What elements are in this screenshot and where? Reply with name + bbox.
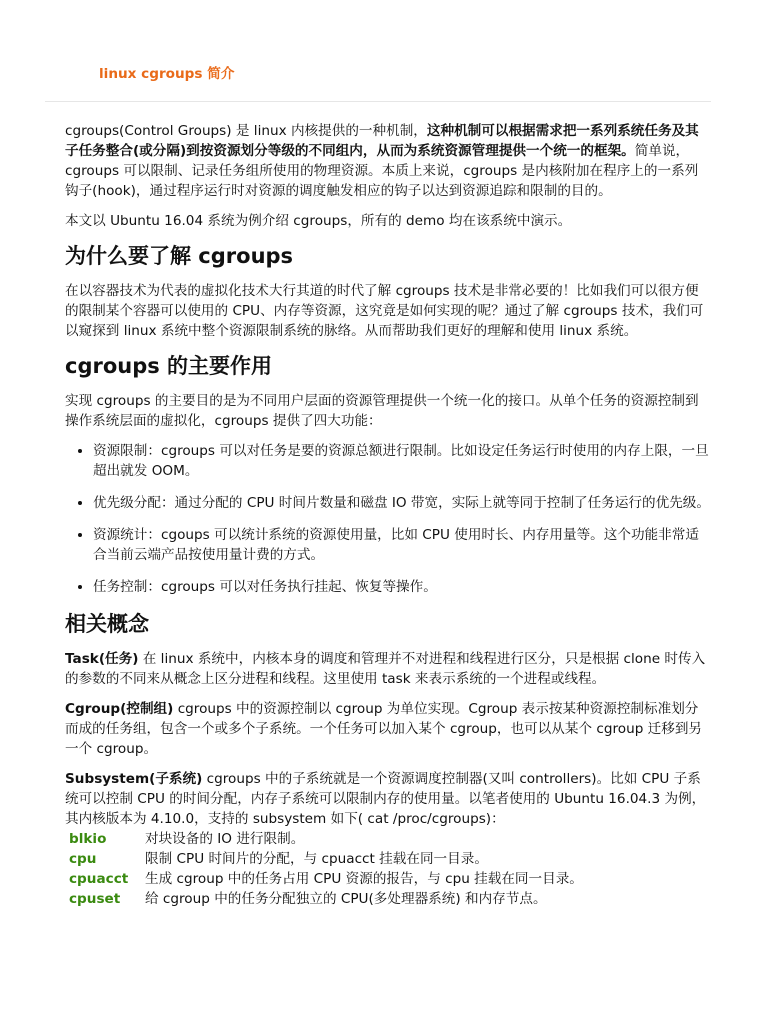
role-paragraph: 实现 cgroups 的主要目的是为不同用户层面的资源管理提供一个统一化的接口。从单个任务的资源控制到操作系统层面的虚拟化，cgroups 提供了四大功能： bbox=[65, 393, 699, 429]
task-paragraph bbox=[65, 649, 710, 689]
intro-bold-text: 这种机制可以根据需求把一系列系统任务及其子任务整合(或分隔)到按资源划分等级的不同组内，从而为系统资源管理提供一个统一的框架。 bbox=[65, 123, 699, 159]
list-item: • 资源统计：cgoups 可以统计系统的资源使用量，比如 CPU 使用时长、内存用量等。这个功能非常适合当前云端产品按使用量计费的方式。 bbox=[93, 525, 710, 565]
subsystem-name: blkio bbox=[69, 831, 107, 847]
intro-text: cgroups(Control Groups) 是 linux 内核提供的一种机制， bbox=[65, 123, 427, 139]
table-row bbox=[65, 889, 710, 909]
article-body bbox=[65, 121, 710, 909]
subsystem-paragraph bbox=[65, 769, 710, 829]
subsystem-term: Subsystem(子系统) bbox=[65, 771, 203, 787]
page-header bbox=[45, 60, 711, 102]
subsystem-name: cpuset bbox=[69, 891, 121, 907]
task-term: Task(任务) bbox=[65, 651, 139, 667]
table-row bbox=[65, 829, 710, 849]
subsystem-name: cpuacct bbox=[69, 871, 129, 887]
intro-rest-text: 简单说，cgroups 可以限制、记录任务组所使用的物理资源。本质上来说，cgroups 是内核附加在程序上的一系列钩子(hook)，通过程序运行时对资源的调度触发相应的钩子以达到资源追踪和限制的目的。 bbox=[65, 143, 699, 199]
subsystem-desc: 生成 cgroup 中的任务占用 CPU 资源的报告，与 cpu 挂载在同一目录。 bbox=[145, 871, 583, 887]
task-text: 在 linux 系统中，内核本身的调度和管理并不对进程和线程进行区分，只是根据 clone 时传入的参数的不同来从概念上区分进程和线程。这里使用 task 来表示系统的一个进程或线程。 bbox=[65, 651, 706, 687]
table-row bbox=[65, 869, 710, 889]
intro-note: 本文以 Ubuntu 16.04 系统为例介绍 cgroups，所有的 demo 均在该系统中演示。 bbox=[65, 213, 572, 229]
list-item: • 资源限制：cgroups 可以对任务是要的资源总额进行限制。比如设定任务运行时使用的内存上限，一旦超出就发 OOM。 bbox=[93, 441, 710, 481]
subsystem-name: cpu bbox=[69, 851, 97, 867]
list-item: • 优先级分配：通过分配的 CPU 时间片数量和磁盘 IO 带宽，实际上就等同于控制了任务运行的优先级。 bbox=[93, 493, 710, 513]
why-paragraph: 在以容器技术为代表的虚拟化技术大行其道的时代了解 cgroups 技术是非常必要的！比如我们可以很方便的限制某个容器可以使用的 CPU、内存等资源，这究竟是如何实现的呢？通过了解 cgroups 技术，我们可以窥探到 linux 系统中整个资源限制系统的脉络。从而帮助我们更好的理解和使用 linux 系统。 bbox=[65, 283, 704, 339]
page-title[interactable]: linux cgroups 简介 bbox=[99, 66, 235, 82]
subsystem-desc: 给 cgroup 中的任务分配独立的 CPU(多处理器系统) 和内存节点。 bbox=[145, 891, 547, 907]
heading-concepts: 相关概念 bbox=[65, 612, 149, 636]
cgroup-text: cgroups 中的资源控制以 cgroup 为单位实现。Cgroup 表示按某种资源控制标准划分而成的任务组，包含一个或多个子系统。一个任务可以加入某个 cgroup，也可以从某个 cgroup 迁移到另一个 cgroup。 bbox=[65, 701, 703, 757]
intro-paragraph bbox=[65, 121, 710, 201]
table-row bbox=[65, 849, 710, 869]
heading-role: cgroups 的主要作用 bbox=[65, 354, 273, 378]
feature-list bbox=[65, 441, 710, 597]
heading-why: 为什么要了解 cgroups bbox=[65, 244, 294, 268]
subsystem-desc: 对块设备的 IO 进行限制。 bbox=[145, 831, 305, 847]
subsystem-table bbox=[65, 829, 710, 909]
cgroup-paragraph bbox=[65, 699, 710, 759]
cgroup-term: Cgroup(控制组) bbox=[65, 701, 174, 717]
list-item: • 任务控制：cgroups 可以对任务执行挂起、恢复等操作。 bbox=[93, 577, 710, 597]
subsystem-desc: 限制 CPU 时间片的分配，与 cpuacct 挂载在同一目录。 bbox=[145, 851, 488, 867]
subsystem-text: cgroups 中的子系统就是一个资源调度控制器(又叫 controllers)。比如 CPU 子系统可以控制 CPU 的时间分配，内存子系统可以限制内存的使用量。以笔者使用的 Ubuntu 16.04.3 为例，其内核版本为 4.10.0，支持的 subsystem 如下( cat /proc/cgroups)： bbox=[65, 771, 706, 827]
